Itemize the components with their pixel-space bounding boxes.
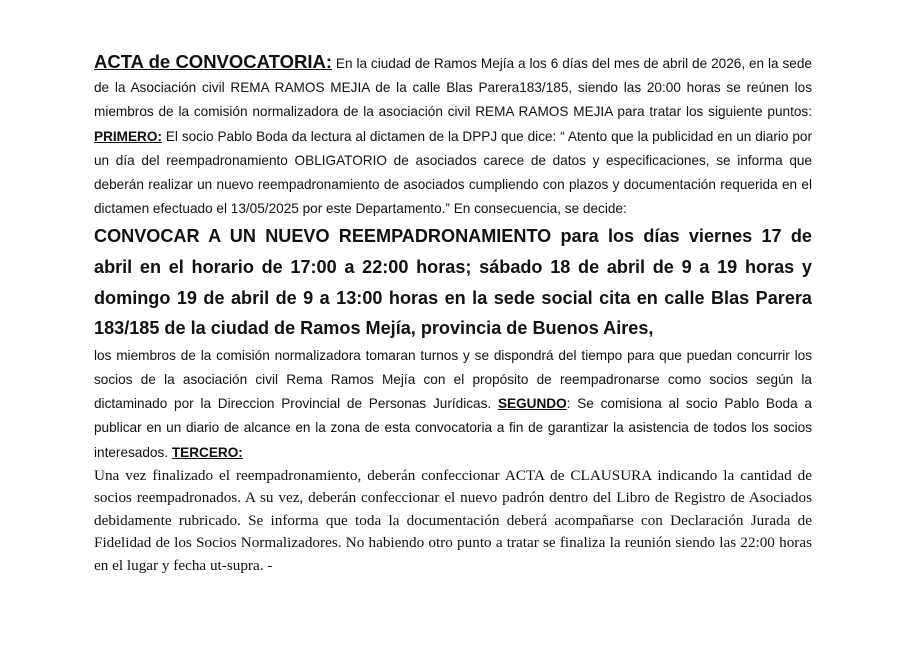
convocar-text: CONVOCAR A UN NUEVO REEMPADRONAMIENTO para los días viernes 17 de abril en el horario de 17:00 a 22:00 horas; sábado 18 de abril de 9 a 19 horas y domingo 19 de abril de 9 a 13:00 horas en la sede social cita en calle Blas Parera 183/185 de la ciudad de Ramos Mejía, provincia de Buenos Aires, — [94, 226, 812, 339]
primero-text: El socio Pablo Boda da lectura al dictamen de la DPPJ que dice: “ Atento que la publicidad en un diario por un día del reempadronamiento OBLIGATORIO de asociados carece de datos y especificaciones, se informa que deberán realizar un nuevo reempadronamiento de asociados cumpliendo con plazos y documentación requerida en el dictamen efectuado el 13/05/2025 por este Departamento.” En consecuencia, se decide: — [94, 128, 812, 217]
turnos-text: los miembros de la comisión normalizadora tomaran turnos y se dispondrá del tiempo para que puedan concurrir los socios de la asociación civil Rema Ramos Mejía con el propósito de reempadronarse como socios según la dictaminado por la Direccion Provincial de Personas Jurídicas. — [94, 347, 812, 412]
convocar-paragraph — [94, 221, 812, 343]
tercero-label: TERCERO: — [171, 444, 243, 460]
intro-paragraph — [94, 50, 812, 221]
acta-title: ACTA de CONVOCATORIA: — [94, 51, 333, 72]
tercero-paragraph — [94, 465, 812, 578]
segundo-label: SEGUNDO — [497, 396, 567, 412]
tercero-text: Una vez finalizado el reempadronamiento, deberán confeccionar ACTA de CLAUSURA indicando la cantidad de socios reempadronados. A su vez, deberán confeccionar el nuevo padrón dentro del Libro de Registro de Asociados debidamente rubricado. Se informa que toda la documentación deberá acompañarse con Declaración Jurada de Fidelidad de los Socios Normalizadores. No habiendo otro punto a tratar se finaliza la reunión siendo las 22:00 horas en el lugar y fecha ut-supra. - — [94, 466, 812, 574]
primero-label: PRIMERO: — [94, 128, 162, 144]
intro-text: En la ciudad de Ramos Mejía a los 6 días del mes de abril de 2026, en la sede de la Asociación civil REMA RAMOS MEJIA de la calle Blas Parera183/185, siendo las 20:00 horas se reúnen los miembros de la comisión normalizadora de la asociación civil REMA RAMOS MEJIA para tratar los siguiente puntos: — [94, 56, 812, 120]
document-page — [94, 50, 812, 577]
turnos-paragraph — [94, 344, 812, 465]
segundo-text: : Se comisiona al socio Pablo Boda a publicar en un diario de alcance en la zona de esta convocatoria a fin de garantizar la asistencia de todos los socios interesados. — [94, 396, 812, 460]
